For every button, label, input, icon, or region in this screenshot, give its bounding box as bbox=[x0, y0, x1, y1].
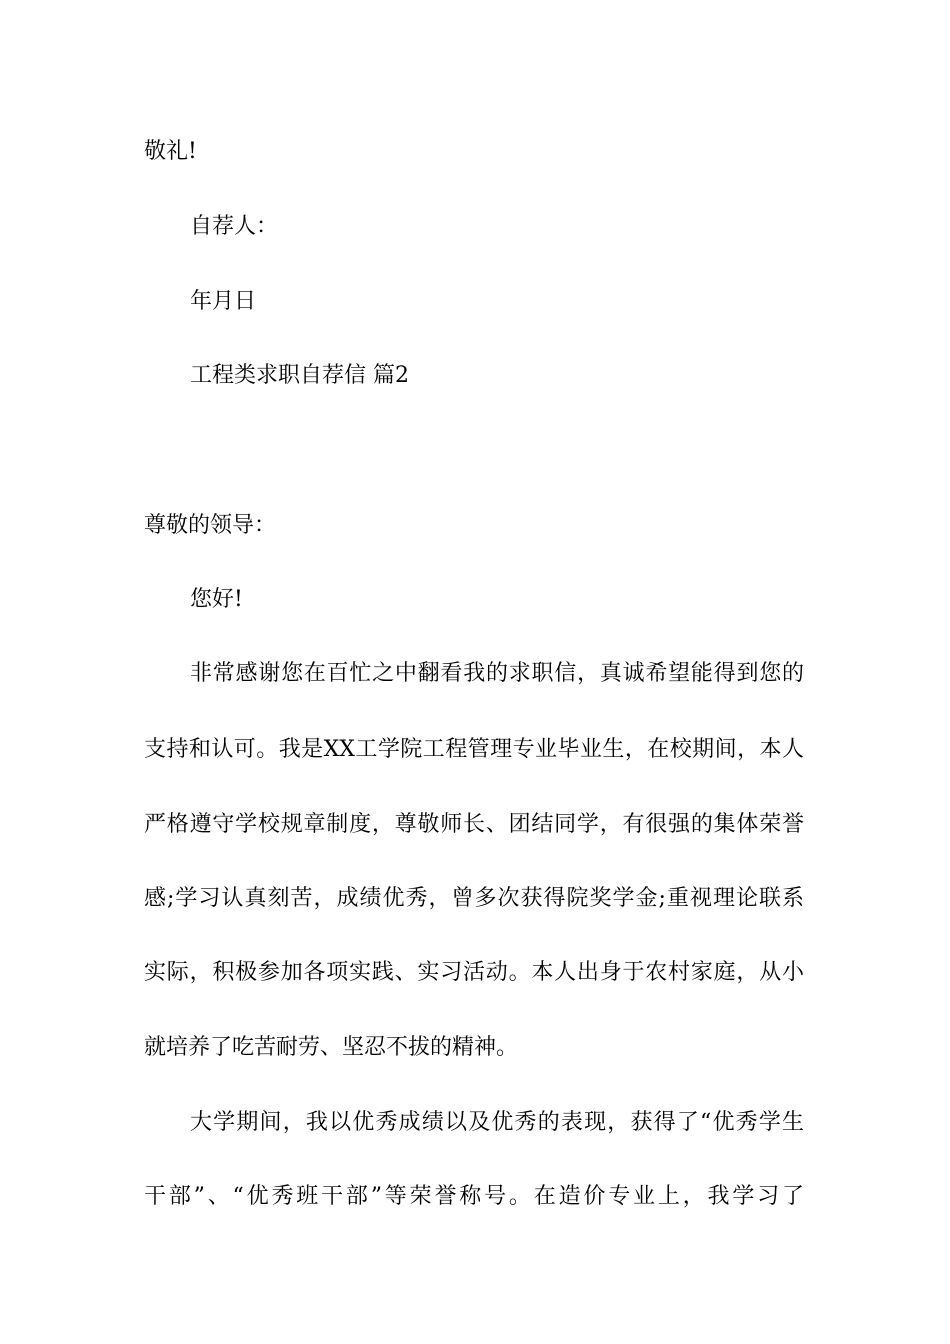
paragraph-line: 支持和认可。我是XX工学院工程管理专业毕业生，在校期间，本人 bbox=[144, 737, 804, 762]
paragraph-line: 干部”、“优秀班干部”等荣誉称号。在造价专业上，我学习了 bbox=[144, 1184, 804, 1209]
paragraph-line: 就培养了吃苦耐劳、坚忍不拔的精神。 bbox=[144, 1035, 519, 1060]
letter-greeting: 尊敬的领导： bbox=[144, 513, 277, 538]
paragraph-line: 感;学习认真刻苦，成绩优秀，曾多次获得院奖学金;重视理论联系 bbox=[144, 886, 804, 911]
date-label: 年月日 bbox=[190, 289, 257, 314]
closing-salute: 敬礼! bbox=[144, 139, 197, 164]
paragraph-line: 非常感谢您在百忙之中翻看我的求职信，真诚希望能得到您的 bbox=[190, 661, 804, 686]
letter-hello: 您好! bbox=[190, 587, 243, 612]
section-heading: 工程类求职自荐信 篇2 bbox=[190, 363, 409, 388]
signer-label: 自荐人： bbox=[190, 214, 279, 239]
paragraph-line: 实际，积极参加各项实践、实习活动。本人出身于农村家庭，从小 bbox=[144, 960, 804, 985]
paragraph-line: 大学期间，我以优秀成绩以及优秀的表现，获得了“优秀学生 bbox=[190, 1110, 804, 1135]
paragraph-line: 严格遵守学校规章制度，尊敬师长、团结同学，有很强的集体荣誉 bbox=[144, 812, 804, 837]
